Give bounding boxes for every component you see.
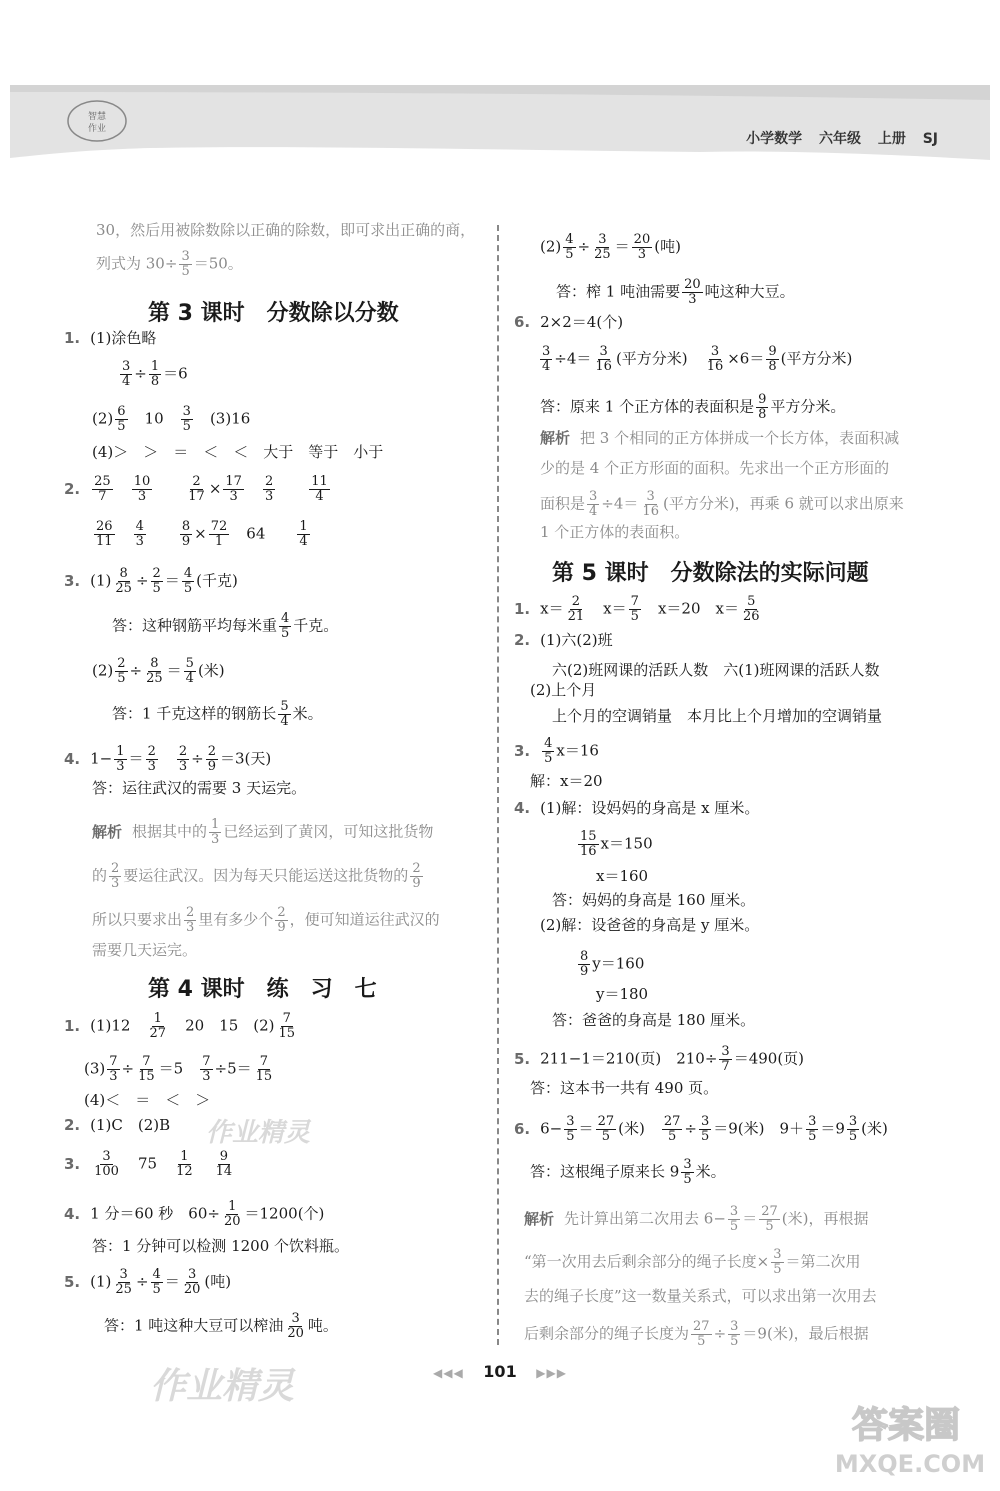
answer-line: 上个月的空调销量 本月比上个月增加的空调销量 (552, 707, 883, 725)
fraction: $\frac{2}{5}$ (152, 566, 161, 596)
practice-2-line: 2. (1)C (2)B (64, 1116, 171, 1134)
answer-line: 答：1 吨这种大豆可以榨油 $\frac{3}{20}$ 吨。 (104, 1311, 338, 1341)
equation: $\frac{3}{4}$ ÷ $\frac{1}{8}$ ＝6 (122, 359, 188, 389)
explanation-line: 后剩余部分的绳子长度为 $\frac{27}{5}$ ÷ $\frac{3}{5}$ ＝9(米)，最后根据 (524, 1319, 869, 1349)
fraction: $\frac{8}{25}$ (115, 566, 132, 596)
answer-line: 解：x＝20 (530, 772, 603, 790)
fraction: $\frac{1}{3}$ (116, 744, 125, 774)
fraction: $\frac{8}{25}$ (146, 656, 163, 686)
practice-5-line: 5. (1) $\frac{3}{25}$ ÷ $\frac{4}{5}$ ＝ $\frac{3}{20}$ (吨) (64, 1267, 232, 1297)
fraction: $\frac{3}{5}$ (729, 1204, 739, 1234)
fraction: $\frac{7}{3}$ (109, 1054, 118, 1084)
fraction: $\frac{3}{20}$ (183, 1267, 201, 1297)
fraction: $\frac{7}{15}$ (255, 1054, 273, 1084)
publisher-logo-icon (66, 96, 128, 146)
fraction: $\frac{5}{4}$ (185, 656, 194, 686)
fraction: $\frac{2}{3}$ (186, 905, 195, 935)
explanation-line: 去的绳子长度”这一数量关系式，可以求出第一次用去 (524, 1287, 877, 1305)
answer-line: (2) $\frac{6}{5}$ 10 $\frac{3}{5}$ (3)16 (92, 404, 251, 434)
fraction: $\frac{3}{25}$ (594, 232, 611, 262)
fraction: $\frac{20}{3}$ (684, 277, 701, 307)
fraction: $\frac{3}{5}$ (683, 1157, 692, 1187)
fraction: $\frac{2}{3}$ (264, 474, 274, 504)
text-line: 列式为 30÷ $\frac{3}{5}$ ＝50。 (96, 249, 243, 279)
explanation-line: 所以只要求出 $\frac{2}{3}$ 里有多少个 $\frac{2}{9}$ ，便可知道运往武汉的 (92, 905, 440, 935)
fraction: $\frac{25}{7}$ (94, 474, 111, 504)
fraction: $\frac{2}{9}$ (412, 861, 421, 891)
fraction: $\frac{3}{4}$ (122, 359, 131, 389)
fraction: $\frac{7}{5}$ (630, 594, 639, 624)
svg-text:智慧: 智慧 (87, 112, 107, 122)
fraction: $\frac{4}{5}$ (544, 736, 553, 766)
question-6-line: 6. 2×2＝4(个) (514, 313, 624, 331)
practice-4-line: 4. 1 分＝60 秒 60÷ $\frac{1}{20}$ ＝1200(个) (64, 1199, 325, 1229)
practice-3-line: 3. $\frac{3}{100}$ 75 $\frac{1}{12}$ $\frac{9}{14}$ (64, 1149, 233, 1179)
explanation-line: “第一次用去后剩余部分的绳子长度× $\frac{3}{5}$ ＝第二次用 (524, 1247, 861, 1277)
answer-line: (2) $\frac{4}{5}$ ÷ $\frac{3}{25}$ ＝ $\frac{20}{3}$ (吨) (540, 232, 681, 262)
answer-line: (2)解：设爸爸的身高是 y 厘米。 (540, 916, 760, 934)
fraction: $\frac{17}{3}$ (225, 474, 242, 504)
fraction: $\frac{3}{16}$ (595, 344, 612, 374)
fraction: $\frac{1}{27}$ (149, 1011, 167, 1041)
answer-line: 答：1 千克这样的钢筋长 $\frac{5}{4}$ 米。 (112, 699, 323, 729)
practice-1-line: 1. (1)12 $\frac{1}{27}$ 20 15 (2) $\frac{7}{15}$ (64, 1011, 296, 1041)
fraction: $\frac{3}{5}$ (848, 1114, 858, 1144)
fraction: $\frac{6}{5}$ (117, 404, 126, 434)
fraction: $\frac{3}{20}$ (287, 1311, 304, 1341)
question-2-line: 2. $\frac{25}{7}$ $\frac{10}{3}$ $\frac{2}{17}$ × $\frac{17}{3}$ $\frac{2}{3}$ $\frac{11}{4}$ (64, 474, 328, 504)
answer-line: (2) $\frac{2}{5}$ ÷ $\frac{8}{25}$ ＝ $\frac{5}{4}$ (米) (92, 656, 225, 686)
fraction: $\frac{4}{3}$ (135, 519, 144, 549)
fraction: $\frac{3}{5}$ (566, 1114, 575, 1144)
fraction: $\frac{7}{3}$ (202, 1054, 211, 1084)
answer-line: (4)＞ ＞ ＝ ＜ ＜ 大于 等于 小于 (92, 443, 384, 461)
fraction: $\frac{11}{4}$ (311, 474, 328, 504)
question-6-line: 6. 6− $\frac{3}{5}$ ＝ $\frac{27}{5}$ (米) $\frac{27}{5}$ ÷ $\frac{3}{5}$ ＝9(米) 9＋ $\frac{3}{5}$ ＝9 $\frac{3}{5}$ (米) (514, 1114, 888, 1144)
explanation-line: 解析 先计算出第二次用去 6− $\frac{3}{5}$ ＝ $\frac{27}{5}$ (米)，再根据 (524, 1204, 869, 1234)
question-5-line: 5. 211−1＝210(页) 210÷ $\frac{3}{7}$ ＝490(页) (514, 1044, 805, 1074)
text-line: 30，然后用被除数除以正确的除数，即可求出正确的商， (96, 221, 476, 239)
fraction: $\frac{4}{5}$ (152, 1267, 161, 1297)
fraction: $\frac{72}{1}$ (210, 519, 228, 549)
fraction: $\frac{27}{5}$ (761, 1204, 778, 1234)
svg-text:答案圈: 答案圈 (851, 1405, 961, 1446)
right-arrows-icon: ▶▶▶ (536, 1366, 567, 1380)
question-3-line: 3. $\frac{4}{5}$ x＝16 (514, 736, 599, 766)
answer-line: 答：这种钢筋平均每米重 $\frac{4}{5}$ 千克。 (112, 611, 339, 641)
fraction: $\frac{27}{5}$ (663, 1114, 681, 1144)
equation: $\frac{3}{4}$ ÷4＝ $\frac{3}{16}$ (平方分米) $\frac{3}{16}$ ×6＝ $\frac{9}{8}$ (平方分米) (542, 344, 853, 374)
fraction: $\frac{3}{25}$ (115, 1267, 132, 1297)
fraction: $\frac{3}{5}$ (700, 1114, 710, 1144)
column-divider (497, 225, 499, 1345)
fraction: $\frac{15}{16}$ (580, 829, 597, 859)
fraction: $\frac{2}{17}$ (188, 474, 205, 504)
answer-line: 答：1 分钟可以检测 1200 个饮料瓶。 (92, 1237, 350, 1255)
answer-line: (3) $\frac{7}{3}$ ÷ $\frac{7}{15}$ ＝5 $\frac{7}{3}$ ÷5＝ $\frac{7}{15}$ (84, 1054, 273, 1084)
fraction: $\frac{9}{8}$ (758, 392, 767, 422)
answer-line: 答：爸爸的身高是 180 厘米。 (552, 1011, 756, 1029)
fraction: $\frac{2}{9}$ (207, 744, 216, 774)
fraction: $\frac{2}{3}$ (111, 861, 120, 891)
page-number: 101 (483, 1362, 517, 1381)
answer-line: 答：这本书一共有 490 页。 (530, 1079, 719, 1097)
explanation-line: 少的是 4 个正方形面的面积。先求出一个正方形面的 (540, 459, 890, 477)
fraction: $\frac{26}{11}$ (96, 519, 113, 549)
watermark-text: 作业精灵 (206, 1118, 311, 1148)
fraction: $\frac{5}{4}$ (280, 699, 289, 729)
svg-text:作业: 作业 (87, 124, 107, 134)
fraction: $\frac{3}{5}$ (808, 1114, 817, 1144)
answer-line: 答：运往武汉的需要 3 天运完。 (92, 779, 307, 797)
answer-line: $\frac{26}{11}$ $\frac{4}{3}$ $\frac{8}{9}$ × $\frac{72}{1}$ 64 $\frac{1}{4}$ (96, 519, 308, 549)
equation: y＝180 (596, 985, 649, 1003)
site-watermark-logo (820, 1392, 990, 1482)
fraction: $\frac{3}{4}$ (589, 489, 598, 519)
answer-line: (4)＜ ＝ ＜ ＞ (84, 1091, 211, 1109)
question-1-line: 1. (1)涂色略 (64, 329, 157, 347)
fraction: $\frac{7}{15}$ (278, 1011, 296, 1041)
explanation-line: 解析 根据其中的 $\frac{1}{3}$ 已经运到了黄冈，可知这批货物 (92, 817, 434, 847)
fraction: $\frac{5}{26}$ (742, 594, 760, 624)
explanation-line: 的 $\frac{2}{3}$ 要运往武汉。因为每天只能运送这批货物的 $\frac{2}{9}$ (92, 861, 421, 891)
section-heading-5: 第 5 课时 分数除法的实际问题 (552, 561, 869, 586)
explanation-line: 面积是 $\frac{3}{4}$ ÷4＝ $\frac{3}{16}$ (平方分米)，再乘 6 就可以求出原来 (540, 489, 904, 519)
fraction: $\frac{1}{12}$ (176, 1149, 193, 1179)
fraction: $\frac{1}{4}$ (299, 519, 308, 549)
fraction: $\frac{9}{8}$ (768, 344, 777, 374)
question-4-line: 4. 1− $\frac{1}{3}$ ＝ $\frac{2}{3}$ $\frac{2}{3}$ ÷ $\frac{2}{9}$ ＝3(天) (64, 744, 272, 774)
fraction: $\frac{2}{3}$ (147, 744, 156, 774)
answer-line: 六(2)班网课的活跃人数 六(1)班网课的活跃人数 (552, 661, 880, 679)
fraction: $\frac{27}{5}$ (693, 1319, 710, 1349)
fraction: $\frac{4}{5}$ (565, 232, 574, 262)
answer-line: 答：妈妈的身高是 160 厘米。 (552, 891, 756, 909)
answer-line: 答：原来 1 个正方体的表面积是 $\frac{9}{8}$ 平方分米。 (540, 392, 846, 422)
fraction: $\frac{9}{14}$ (215, 1149, 233, 1179)
explanation-line: 需要几天运完。 (92, 941, 198, 959)
fraction: $\frac{7}{15}$ (138, 1054, 155, 1084)
equation: $\frac{8}{9}$ y＝160 (580, 949, 645, 979)
fraction: $\frac{2}{9}$ (277, 905, 286, 935)
fraction: $\frac{1}{3}$ (211, 817, 220, 847)
question-1-line: 1. x＝ $\frac{2}{21}$ x＝ $\frac{7}{5}$ x＝20 x＝ $\frac{5}{26}$ (514, 594, 760, 624)
fraction: $\frac{3}{16}$ (642, 489, 659, 519)
fraction: $\frac{8}{9}$ (580, 949, 589, 979)
left-arrows-icon: ◀◀◀ (433, 1366, 464, 1380)
fraction: $\frac{10}{3}$ (133, 474, 151, 504)
fraction: $\frac{3}{5}$ (182, 404, 191, 434)
answer-line: 答：榨 1 吨油需要 $\frac{20}{3}$ 吨这种大豆。 (556, 277, 795, 307)
watermark-text: 作业精灵 (150, 1366, 295, 1407)
fraction: $\frac{3}{7}$ (721, 1044, 730, 1074)
fraction: $\frac{2}{21}$ (567, 594, 585, 624)
fraction: $\frac{4}{5}$ (183, 566, 193, 596)
fraction: $\frac{8}{9}$ (181, 519, 191, 549)
question-2-line: 2. (1)六(2)班 (514, 631, 613, 649)
question-3-line: 3. (1) $\frac{8}{25}$ ÷ $\frac{2}{5}$ ＝ $\frac{4}{5}$ (千克) (64, 566, 238, 596)
answer-line: (2)上个月 (530, 681, 597, 699)
fraction: $\frac{2}{3}$ (178, 744, 188, 774)
answer-line: 答：这根绳子原来长 9 $\frac{3}{5}$ 米。 (530, 1157, 726, 1187)
fraction: $\frac{3}{4}$ (542, 344, 551, 374)
fraction: $\frac{3}{16}$ (706, 344, 724, 374)
fraction: $\frac{1}{20}$ (223, 1199, 241, 1229)
section-heading-4: 第 4 课时 练 习 七 (148, 977, 377, 1002)
book-info: 小学数学 六年级 上册 SJ (746, 131, 938, 147)
fraction: $\frac{2}{5}$ (117, 656, 126, 686)
svg-text:MXQE.COM: MXQE.COM (834, 1450, 986, 1478)
fraction: $\frac{3}{100}$ (94, 1149, 119, 1179)
fraction: $\frac{4}{5}$ (281, 611, 290, 641)
explanation-line: 1 个正方体的表面积。 (540, 523, 690, 541)
equation: $\frac{15}{16}$ x＝150 (580, 829, 653, 859)
fraction: $\frac{3}{5}$ (181, 249, 190, 279)
fraction: $\frac{3}{5}$ (730, 1319, 739, 1349)
explanation-line: 解析 把 3 个相同的正方体拼成一个长方体，表面积减 (540, 429, 900, 447)
question-4-line: 4. (1)解：设妈妈的身高是 x 厘米。 (514, 799, 760, 817)
fraction: $\frac{3}{5}$ (773, 1247, 782, 1277)
page-footer (0, 1362, 1000, 1381)
section-heading-3: 第 3 课时 分数除以分数 (148, 301, 399, 326)
fraction: $\frac{20}{3}$ (633, 232, 651, 262)
header-banner (0, 0, 1000, 200)
fraction: $\frac{27}{5}$ (597, 1114, 615, 1144)
equation: x＝160 (596, 867, 649, 885)
fraction: $\frac{1}{8}$ (150, 359, 160, 389)
